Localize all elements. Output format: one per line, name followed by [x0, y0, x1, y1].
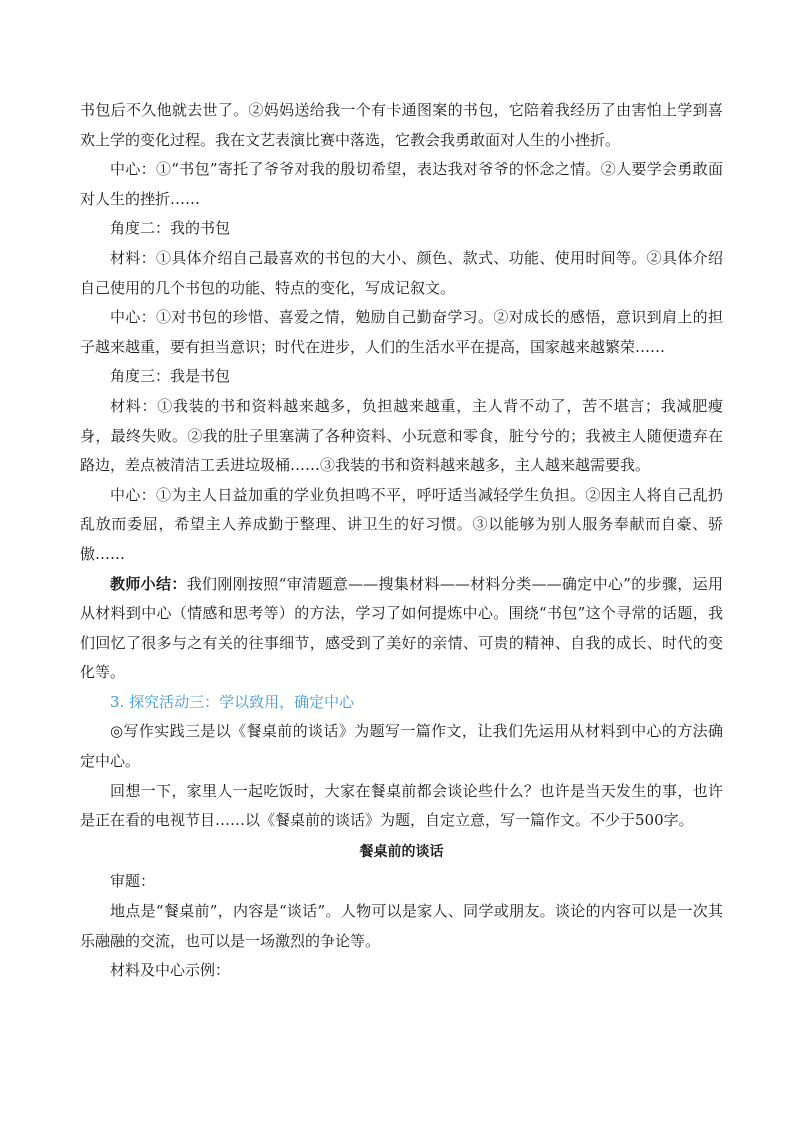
- document-body: [80, 96, 723, 986]
- teacher-summary-label: 教师小结：: [110, 574, 187, 593]
- section-heading-activity-three: 3. 探究活动三：学以致用，确定中心: [110, 692, 355, 711]
- teacher-summary-text: 我们刚刚按照“审清题意——搜集材料——材料分类——确定中心”的步骤，运用从材料到中心（情感和思考等）的方法，学习了如何提炼中心。围绕“书包”这个寻常的话题，我们回忆了很多与之有关的往事细节，感受到了美好的亲情、可贵的精神、自我的成长、时代的变化等。: [80, 574, 723, 682]
- paragraph-center-angle-three: 中心：①为主人日益加重的学业负担鸣不平，呼吁适当减轻学生负担。②因主人将自己乱扔乱放而委屈，希望主人养成勤于整理、讲卫生的好习惯。③以能够为别人服务奉献而自豪、骄傲……: [80, 485, 723, 563]
- paragraph-writing-prompt: 回想一下，家里人一起吃饭时，大家在餐桌前都会谈论些什么？也许是当天发生的事，也许是正在看的电视节目……以《餐桌前的谈话》为题，自定立意，写一篇作文。不少于500字。: [80, 781, 723, 830]
- heading-material-examples: 材料及中心示例：: [110, 961, 231, 980]
- essay-title: 餐桌前的谈话: [359, 843, 444, 860]
- heading-angle-two: 角度二：我的书包: [110, 219, 231, 238]
- heading-angle-three: 角度三：我是书包: [110, 367, 231, 386]
- heading-topic-review: 审题：: [110, 872, 156, 891]
- paragraph-writing-practice: ◎写作实践三是以《餐桌前的谈话》为题写一篇作文，让我们先运用从材料到中心的方法确定中心。: [80, 722, 723, 771]
- paragraph-teacher-summary: [80, 570, 723, 688]
- paragraph-material-angle-three: 材料：①我装的书和资料越来越多，负担越来越重，主人背不动了，苦不堪言；我减肥瘦身，最终失败。②我的肚子里塞满了各种资料、小玩意和零食，脏兮兮的；我被主人随便遗弃在路边，差点被清洁工丢进垃圾桶……③我装的书和资料越来越多，主人越来越需要我。: [80, 396, 723, 475]
- paragraph-material-angle-two: 材料：①具体介绍自己最喜欢的书包的大小、颜色、款式、功能、使用时间等。②具体介绍自己使用的几个书包的功能、特点的变化，写成记叙文。: [80, 248, 723, 297]
- paragraph-schoolbag-story: 书包后不久他就去世了。②妈妈送给我一个有卡通图案的书包，它陪着我经历了由害怕上学到喜欢上学的变化过程。我在文艺表演比赛中落选，它教会我勇敢面对人生的小挫折。: [80, 101, 723, 149]
- paragraph-center-angle-two: 中心：①对书包的珍惜、喜爱之情，勉励自己勤奋学习。②对成长的感悟，意识到肩上的担子越来越重，要有担当意识；时代在进步，人们的生活水平在提高，国家越来越繁荣……: [80, 308, 723, 356]
- paragraph-topic-analysis: 地点是“餐桌前”，内容是“谈话”。人物可以是家人、同学或朋友。谈论的内容可以是一次其乐融融的交流，也可以是一场激烈的争论等。: [80, 902, 723, 950]
- paragraph-center-angle-one: 中心：①“书包”寄托了爷爷对我的殷切希望，表达我对爷爷的怀念之情。②人要学会勇敢面对人生的挫折……: [80, 160, 723, 208]
